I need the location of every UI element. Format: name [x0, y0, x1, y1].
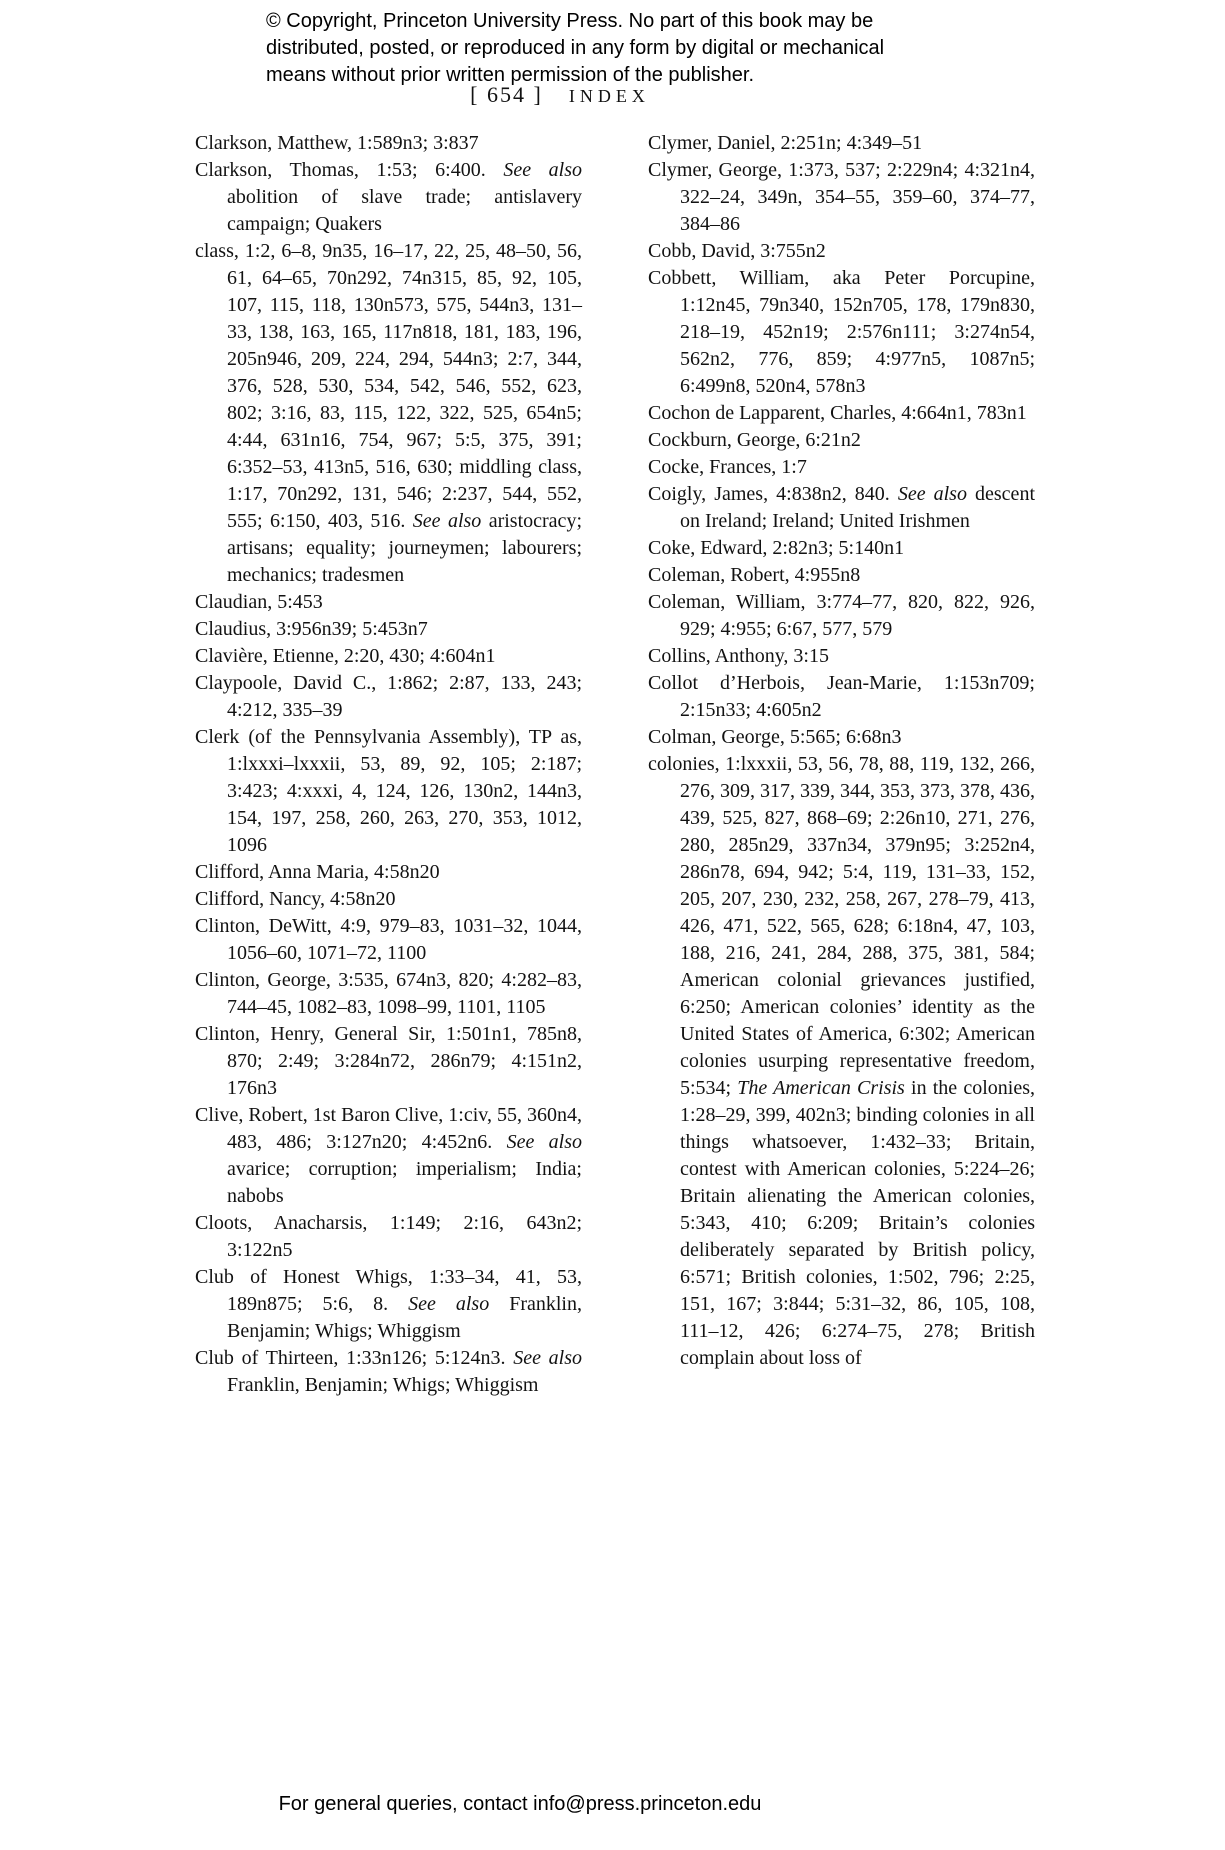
- index-entry: [195, 886, 582, 913]
- footer-query-note: For general queries, contact info@press.princeton.edu: [278, 1793, 762, 1815]
- index-entry-text: Claudian, 5:453: [195, 591, 323, 613]
- index-entry: [195, 130, 582, 157]
- index-entry-text: Clinton, George, 3:535, 674n3, 820; 4:282–83, 744–45, 1082–83, 1098–99, 1101, 1105: [195, 969, 582, 1018]
- index-entry: [648, 238, 1035, 265]
- index-entry: [648, 751, 1035, 1372]
- index-entry: [648, 724, 1035, 751]
- index-entry: [648, 130, 1035, 157]
- index-entry: [195, 859, 582, 886]
- index-entry-text: Clavière, Etienne, 2:20, 430; 4:604n1: [195, 645, 496, 667]
- index-entry-italic-text: The American Crisis: [737, 1077, 905, 1099]
- index-entry: [648, 427, 1035, 454]
- index-entry-italic-text: See also: [412, 510, 482, 532]
- index-entry-text: Clymer, George, 1:373, 537; 2:229n4; 4:321n4, 322–24, 349n, 354–55, 359–60, 374–77, 384–86: [648, 159, 1035, 235]
- index-entry-text: Clive, Robert, 1st Baron Clive, 1:civ, 55, 360n4, 483, 486; 3:127n20; 4:452n6.: [195, 1104, 583, 1153]
- index-entry-text: Cobbett, William, aka Peter Porcupine, 1:12n45, 79n340, 152n705, 178, 179n830, 218–19, 452n19; 2:576n111; 3:274n54, 562n2, 776, 859; 4:977n5, 1087n5; 6:499n8, 520n4, 578n3: [648, 267, 1035, 397]
- index-entry: [195, 1210, 582, 1264]
- page-number: [ 654 ]: [470, 82, 543, 107]
- index-column-right: [648, 130, 1035, 1399]
- index-entry-text: Clerk (of the Pennsylvania Assembly), TP as, 1:lxxxi–lxxxii, 53, 89, 92, 105; 2:187; 3:423; 4:xxxi, 4, 124, 126, 130n2, 144n3, 154, 197, 258, 260, 263, 270, 353, 1012, 1096: [195, 726, 582, 856]
- index-entry-italic-text: See also: [897, 483, 967, 505]
- index-entry-text: Cloots, Anacharsis, 1:149; 2:16, 643n2; 3:122n5: [195, 1212, 582, 1261]
- index-entry: [648, 454, 1035, 481]
- index-entry-text: Cockburn, George, 6:21n2: [648, 429, 861, 451]
- index-entry-text: Collins, Anthony, 3:15: [648, 645, 829, 667]
- copyright-notice: [266, 8, 884, 89]
- index-entry-text: abolition of slave trade; antislavery campaign; Quakers: [227, 186, 582, 235]
- index-entry: [648, 265, 1035, 400]
- index-entry-text: Clinton, DeWitt, 4:9, 979–83, 1031–32, 1044, 1056–60, 1071–72, 1100: [195, 915, 582, 964]
- index-entry: [195, 1264, 582, 1345]
- index-entry-text: aristocracy; artisans; equality; journeymen; labourers; mechanics; tradesmen: [227, 510, 582, 586]
- index-entry: [648, 400, 1035, 427]
- index-entry-text: class, 1:2, 6–8, 9n35, 16–17, 22, 25, 48–50, 56, 61, 64–65, 70n292, 74n315, 85, 92, 105, 107, 115, 118, 130n573, 575, 544n3, 131–33, 138, 163, 165, 117n818, 181, 183, 196, 205n946, 209, 224, 294, 544n3; 2:7, 344, 376, 528, 530, 534, 542, 546, 552, 623, 802; 3:16, 83, 115, 122, 322, 525, 654n5; 4:44, 631n16, 754, 967; 5:5, 375, 391; 6:352–53, 413n5, 516, 630; middling class, 1:17, 70n292, 131, 546; 2:237, 544, 552, 555; 6:150, 403, 516.: [195, 240, 582, 532]
- index-entry: [648, 481, 1035, 535]
- index-entry-italic-text: See also: [503, 159, 582, 181]
- section-title: INDEX: [568, 86, 650, 106]
- index-entry: [648, 643, 1035, 670]
- index-entry-text: Coigly, James, 4:838n2, 840.: [648, 483, 898, 505]
- index-entry: [195, 913, 582, 967]
- index-entry: [648, 157, 1035, 238]
- index-entry: [195, 670, 582, 724]
- index-entry-text: Coleman, William, 3:774–77, 820, 822, 926, 929; 4:955; 6:67, 577, 579: [648, 591, 1035, 640]
- index-entry-text: Clinton, Henry, General Sir, 1:501n1, 785n8, 870; 2:49; 3:284n72, 286n79; 4:151n2, 176n3: [195, 1023, 582, 1099]
- copyright-line: © Copyright, Princeton University Press. No part of this book may be: [266, 10, 874, 32]
- index-entry: [195, 238, 582, 589]
- index-entry-text: Clarkson, Thomas, 1:53; 6:400.: [195, 159, 504, 181]
- index-entry-text: Cobb, David, 3:755n2: [648, 240, 826, 262]
- index-entry-text: descent on Ireland; Ireland; United Irishmen: [680, 483, 1035, 532]
- index-entry-text: in the colonies, 1:28–29, 399, 402n3; binding colonies in all things whatsoever, 1:432–33; Britain, contest with American colonies, 5:224–26; Britain alienating the American colonies, 5:343, 410; 6:209; Britain’s colonies deliberately separated by British policy, 6:571; British colonies, 1:502, 796; 2:25, 151, 167; 3:844; 5:31–32, 86, 105, 108, 111–12, 426; 6:274–75, 278; British complain about loss of: [680, 1077, 1035, 1369]
- index-entry-text: Club of Honest Whigs, 1:33–34, 41, 53, 189n875; 5:6, 8.: [195, 1266, 582, 1315]
- index-entry-text: Franklin, Benjamin; Whigs; Whiggism: [227, 1293, 582, 1342]
- index-entry: [195, 967, 582, 1021]
- index-entry: [648, 589, 1035, 643]
- page-header: [0, 82, 1120, 108]
- index-entry-text: Club of Thirteen, 1:33n126; 5:124n3.: [195, 1347, 514, 1369]
- index-entry: [195, 589, 582, 616]
- index-entry-text: Cochon de Lapparent, Charles, 4:664n1, 783n1: [648, 402, 1027, 424]
- index-entry-text: Clarkson, Matthew, 1:589n3; 3:837: [195, 132, 479, 154]
- index-entry-text: Franklin, Benjamin; Whigs; Whiggism: [227, 1374, 539, 1396]
- index-entry-text: colonies, 1:lxxxii, 53, 56, 78, 88, 119, 132, 266, 276, 309, 317, 339, 344, 353, 373, 378, 436, 439, 525, 827, 868–69; 2:26n10, 271, 276, 280, 285n29, 337n34, 379n95; 3:252n4, 286n78, 694, 942; 5:4, 119, 131–33, 152, 205, 207, 230, 232, 258, 267, 278–79, 413, 426, 471, 522, 565, 628; 6:18n4, 47, 103, 188, 216, 241, 284, 288, 375, 381, 584; American colonial grievances justified, 6:250; American colonies’ identity as the United States of America, 6:302; American colonies usurping representative freedom, 5:534;: [648, 753, 1035, 1099]
- index-entry-italic-text: See also: [513, 1347, 583, 1369]
- copyright-line: distributed, posted, or reproduced in any form by digital or mechanical: [266, 37, 885, 59]
- index-entry-text: Collot d’Herbois, Jean-Marie, 1:153n709; 2:15n33; 4:605n2: [648, 672, 1035, 721]
- index-entry: [648, 562, 1035, 589]
- index-entry: [195, 1102, 582, 1210]
- index-entry-italic-text: See also: [408, 1293, 490, 1315]
- index-entry: [195, 157, 582, 238]
- index-entry: [648, 670, 1035, 724]
- index-entry-text: Clymer, Daniel, 2:251n; 4:349–51: [648, 132, 923, 154]
- index-column-left: [195, 130, 582, 1399]
- index-entry-italic-text: See also: [506, 1131, 583, 1153]
- index-entry: [195, 643, 582, 670]
- index-entry-text: Claypoole, David C., 1:862; 2:87, 133, 243; 4:212, 335–39: [195, 672, 582, 721]
- index-entry-text: avarice; corruption; imperialism; India; nabobs: [227, 1158, 582, 1207]
- copyright-line: means without prior written permission of the publisher.: [266, 64, 755, 86]
- index-columns: [195, 130, 1035, 1399]
- index-entry-text: Colman, George, 5:565; 6:68n3: [648, 726, 902, 748]
- index-entry-text: Coke, Edward, 2:82n3; 5:140n1: [648, 537, 905, 559]
- index-entry-text: Cocke, Frances, 1:7: [648, 456, 807, 478]
- index-entry-text: Clifford, Nancy, 4:58n20: [195, 888, 396, 910]
- index-entry-text: Claudius, 3:956n39; 5:453n7: [195, 618, 428, 640]
- index-entry: [195, 724, 582, 859]
- index-entry-text: Clifford, Anna Maria, 4:58n20: [195, 861, 440, 883]
- index-entry: [648, 535, 1035, 562]
- index-entry: [195, 616, 582, 643]
- index-entry: [195, 1345, 582, 1399]
- index-entry-text: Coleman, Robert, 4:955n8: [648, 564, 861, 586]
- index-entry: [195, 1021, 582, 1102]
